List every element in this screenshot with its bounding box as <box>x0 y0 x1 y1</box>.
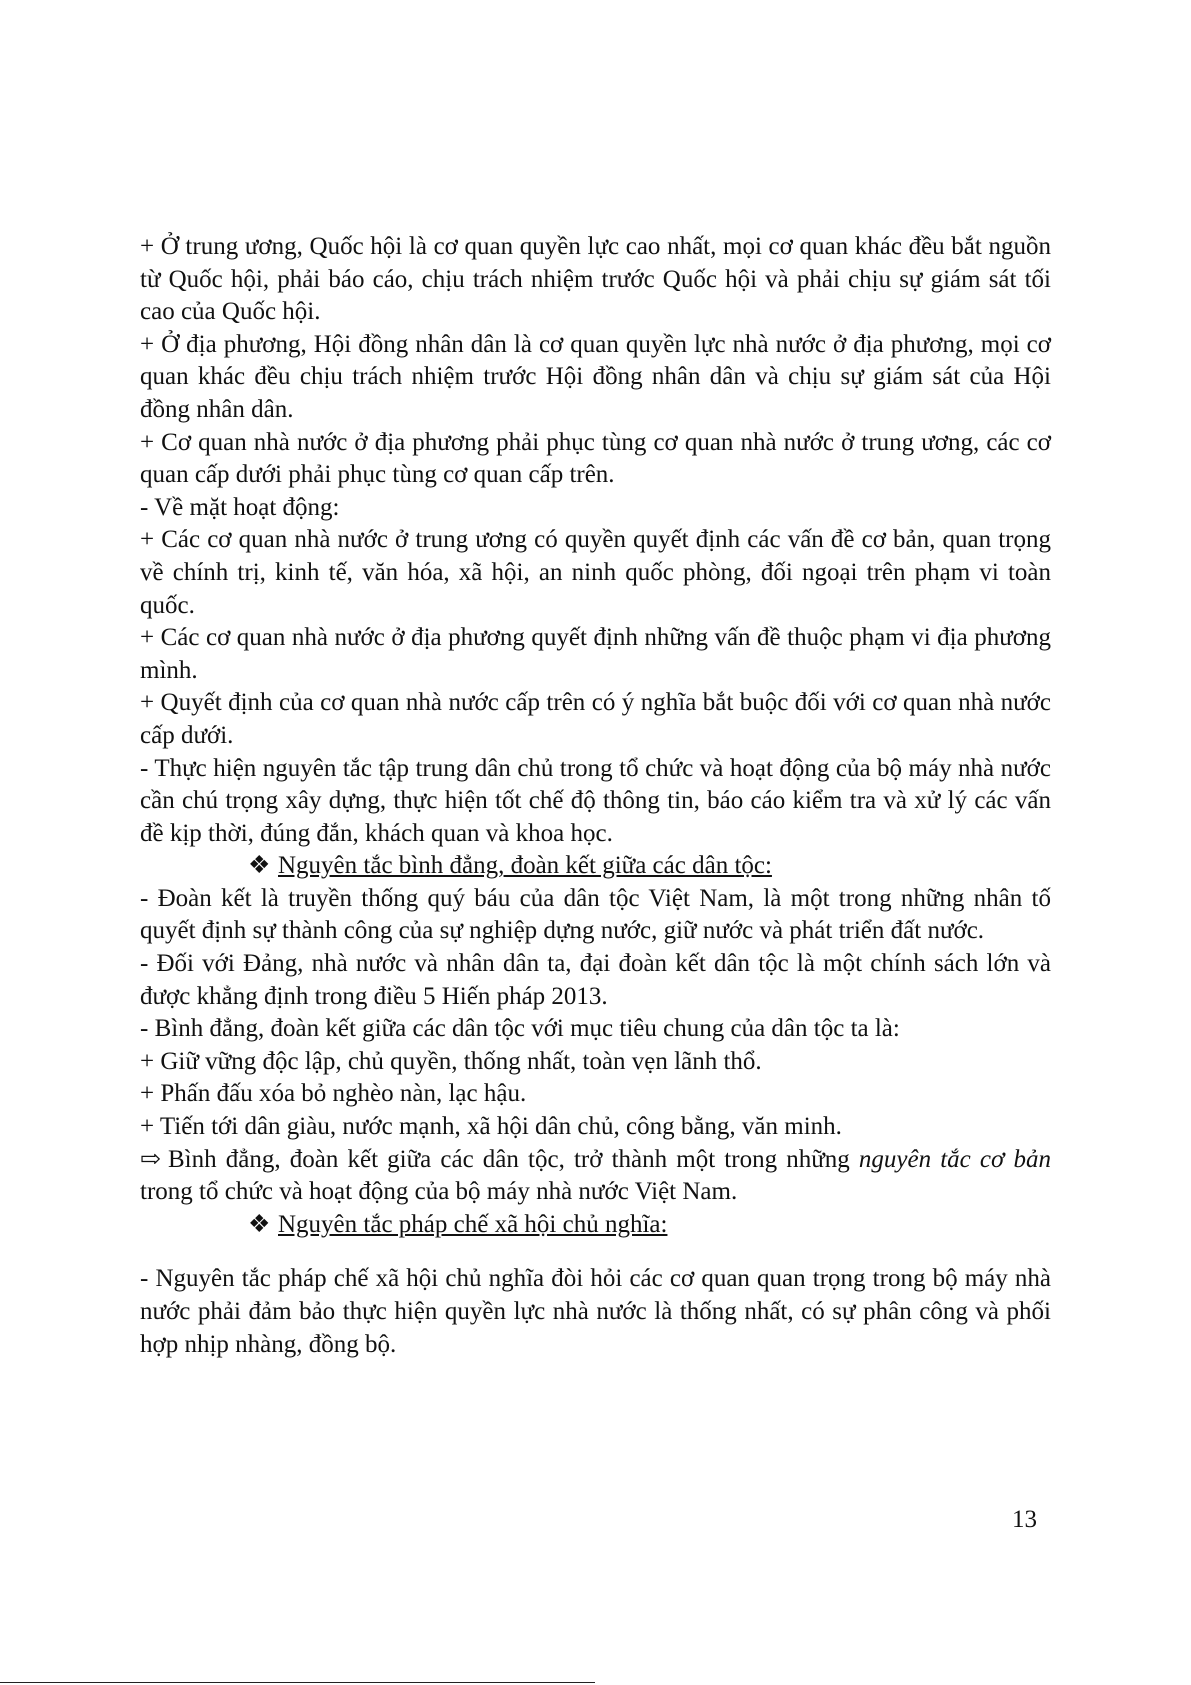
section-heading-text: Nguyên tắc pháp chế xã hội chủ nghĩa: <box>278 1210 668 1238</box>
conclusion-text-after: trong tổ chức và hoạt động của bộ máy nhà nước Việt Nam. <box>140 1178 738 1206</box>
paragraph: + Phấn đấu xóa bỏ nghèo nàn, lạc hậu. <box>140 1080 527 1108</box>
paragraph: + Tiến tới dân giàu, nước mạnh, xã hội dân chủ, công bằng, văn minh. <box>140 1113 842 1141</box>
paragraph: - Đoàn kết là truyền thống quý báu của dân tộc Việt Nam, là một trong những nhân tố quyết định sự thành công của sự nghiệp dựng nước, giữ nước và phát triển đất nước. <box>140 884 1051 945</box>
paragraph: + Cơ quan nhà nước ở địa phương phải phục tùng cơ quan nhà nước ở trung ương, các cơ quan cấp dưới phải phục tùng cơ quan cấp trên. <box>140 428 1051 489</box>
page-number: 13 <box>1012 1506 1037 1533</box>
conclusion-text-before: Bình đẳng, đoàn kết giữa các dân tộc, trở thành một trong những <box>168 1145 859 1173</box>
right-arrow-icon: ⇨ <box>140 1145 161 1173</box>
paragraph: + Ở địa phương, Hội đồng nhân dân là cơ quan quyền lực nhà nước ở địa phương, mọi cơ quan khác đều chịu trách nhiệm trước Hội đồng nhân dân và chịu sự giám sát của Hội đồng nhân dân. <box>140 330 1051 423</box>
conclusion-paragraph <box>140 1144 1051 1209</box>
paragraph: - Đối với Đảng, nhà nước và nhân dân ta, đại đoàn kết dân tộc là một chính sách lớn và được khẳng định trong điều 5 Hiến pháp 2013. <box>140 950 1051 1010</box>
conclusion-emphasis: nguyên tắc cơ bản <box>858 1145 1051 1173</box>
section-heading-text: Nguyên tắc bình đẳng, đoàn kết giữa các dân tộc: <box>278 852 772 880</box>
document-body <box>140 231 1051 1361</box>
spacer <box>140 1241 1051 1263</box>
paragraph: + Giữ vững độc lập, chủ quyền, thống nhất, toàn vẹn lãnh thổ. <box>140 1047 762 1075</box>
footer-divider <box>0 1682 595 1683</box>
diamond-bullet-icon: ❖ <box>248 1210 271 1238</box>
diamond-bullet-icon: ❖ <box>248 852 271 880</box>
paragraph: + Các cơ quan nhà nước ở trung ương có quyền quyết định các vấn đề cơ bản, quan trọng về chính trị, kinh tế, văn hóa, xã hội, an ninh quốc phòng, đối ngoại trên phạm vi toàn quốc. <box>140 526 1051 619</box>
section-heading <box>140 1209 1051 1242</box>
paragraph: - Thực hiện nguyên tắc tập trung dân chủ trong tổ chức và hoạt động của bộ máy nhà nước cần chú trọng xây dựng, thực hiện tốt chế độ thông tin, báo cáo kiểm tra và xử lý các vấn đề kịp thời, đúng đắn, khách quan và khoa học. <box>140 754 1051 847</box>
paragraph: + Các cơ quan nhà nước ở địa phương quyết định những vấn đề thuộc phạm vi địa phương mình. <box>140 624 1051 684</box>
paragraph: - Về mặt hoạt động: <box>140 493 340 521</box>
paragraph: - Bình đẳng, đoàn kết giữa các dân tộc với mục tiêu chung của dân tộc ta là: <box>140 1015 900 1043</box>
paragraph: - Nguyên tắc pháp chế xã hội chủ nghĩa đòi hỏi các cơ quan quan trọng trong bộ máy nhà nước phải đảm bảo thực hiện quyền lực nhà nước là thống nhất, có sự phân công và phối hợp nhịp nhàng, đồng bộ. <box>140 1265 1051 1358</box>
section-heading <box>140 850 1051 883</box>
paragraph: + Quyết định của cơ quan nhà nước cấp trên có ý nghĩa bắt buộc đối với cơ quan nhà nước cấp dưới. <box>140 689 1051 749</box>
paragraph: + Ở trung ương, Quốc hội là cơ quan quyền lực cao nhất, mọi cơ quan khác đều bắt nguồn từ Quốc hội, phải báo cáo, chịu trách nhiệm trước Quốc hội và phải chịu sự giám sát tối cao của Quốc hội. <box>140 233 1051 326</box>
